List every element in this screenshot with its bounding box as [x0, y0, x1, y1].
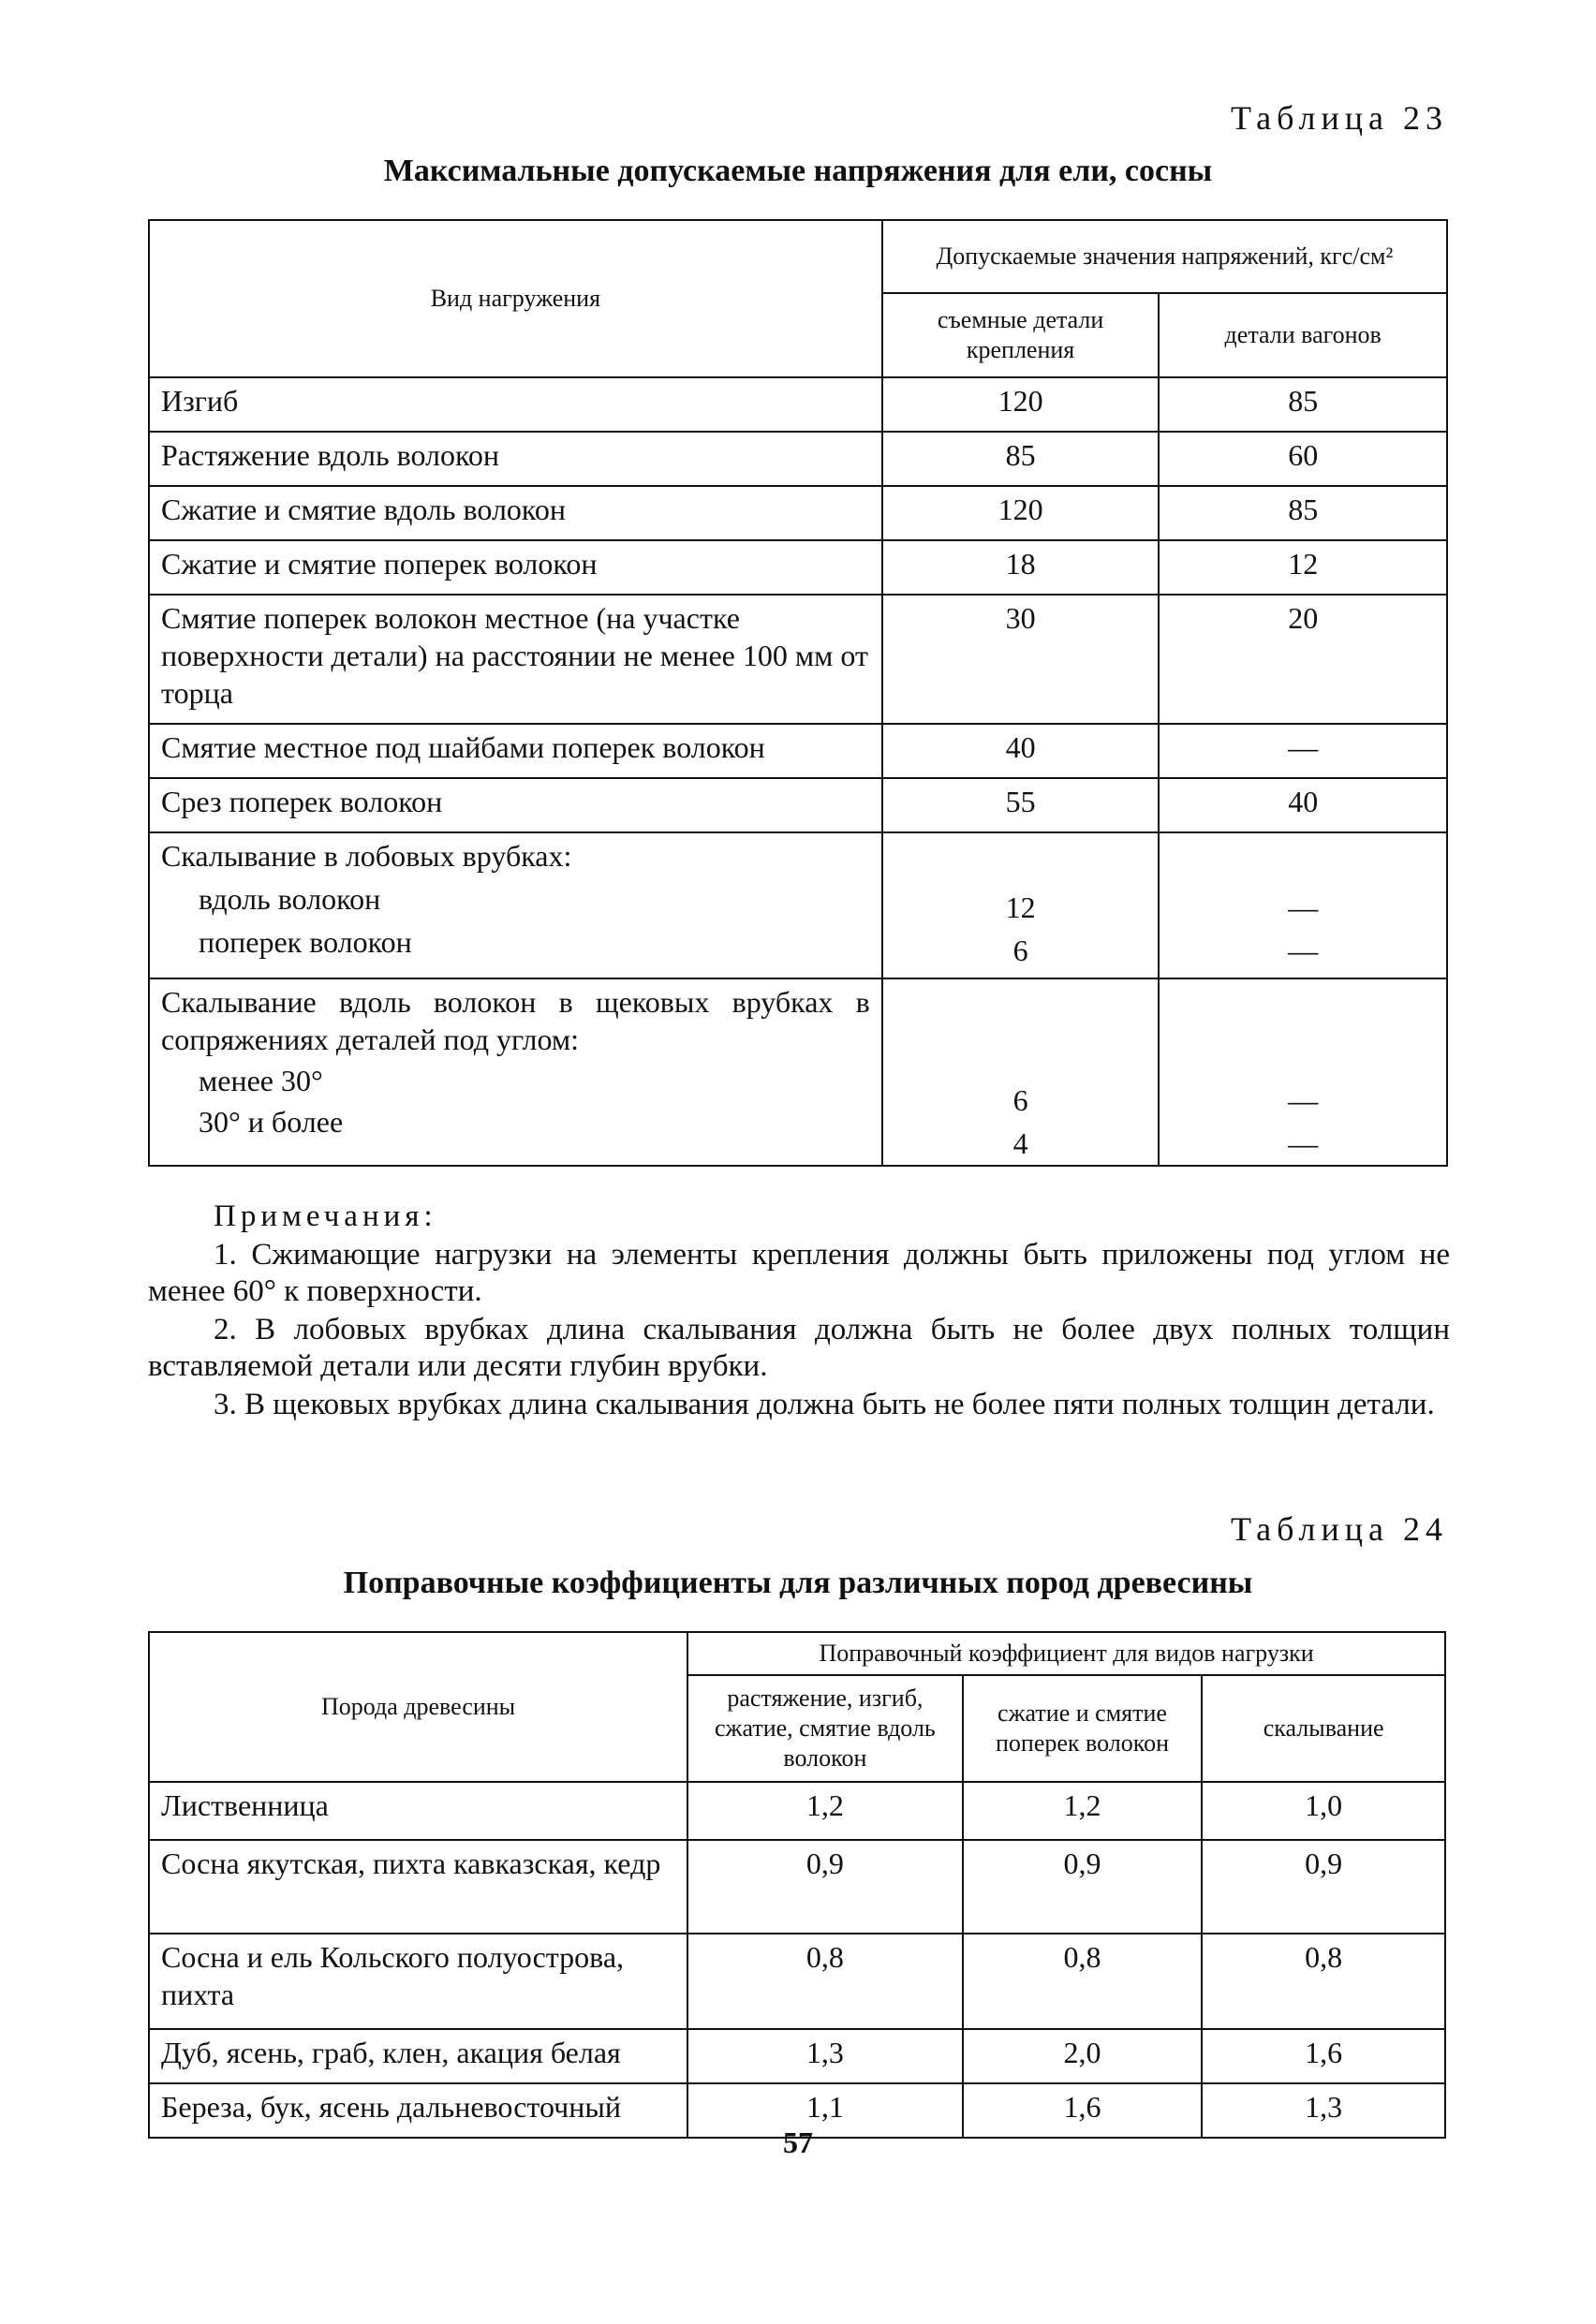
table-row: Лиственница 1,2 1,2 1,0	[149, 1782, 1445, 1840]
header-removable-parts: съемные детали крепления	[882, 293, 1160, 377]
notes	[148, 1199, 1450, 1425]
table-23-title: Максимальные допускаемые напряжения для ели, сосны	[383, 154, 1213, 188]
table-24-label: Таблица 24	[1231, 1510, 1448, 1548]
table-row: Смятие поперек волокон местное (на участке поверхности детали) на расстоянии не менее 100 мм от торца 30 20	[149, 595, 1447, 724]
sub-item: 30° и более	[199, 1105, 344, 1139]
header-shearing: скалывание	[1202, 1675, 1445, 1782]
header-correction-coefficient: Поправочный коэффициент для видов нагрузки	[687, 1632, 1445, 1675]
note-item: 1. Сжимающие нагрузки на элементы крепления должны быть приложены под углом не менее 60° к поверхности.	[148, 1238, 1450, 1308]
table-23	[148, 219, 1448, 1167]
page-number: 57	[783, 2125, 813, 2159]
table-24-title: Поправочные коэффициенты для различных пород древесины	[343, 1566, 1253, 1600]
table-row: Береза, бук, ясень дальневосточный 1,1 1,6 1,3	[149, 2083, 1445, 2138]
header-allowed-stress: Допускаемые значения напряжений, кгс/см²	[882, 220, 1447, 293]
table-row: Сосна и ель Кольского полуострова, пихта 0,8 0,8 0,8	[149, 1934, 1445, 2029]
group-title: Скалывание в лобовых врубках:	[161, 839, 572, 873]
table-row: Растяжение вдоль волокон 85 60	[149, 432, 1447, 486]
table-row-group: Скалывание в лобовых врубках: вдоль волокон поперек волокон 12 6 — —	[149, 832, 1447, 978]
header-load-type: Вид нагружения	[149, 220, 882, 377]
table-row: Сосна якутская, пихта кавказская, кедр 0,9 0,9 0,9	[149, 1840, 1445, 1934]
table-24	[148, 1631, 1446, 2139]
table-row-group: Скалывание вдоль волокон в щековых врубках в сопряжениях деталей под углом: менее 30° 30° и более 6 4 — —	[149, 978, 1447, 1166]
note-item: 2. В лобовых врубках длина скалывания должна быть не более двух полных толщин вставляемой детали или десяти глубин врубки.	[148, 1313, 1450, 1383]
notes-heading: Примечания:	[214, 1199, 437, 1233]
header-tension-bending: растяжение, изгиб, сжатие, смятие вдоль волокон	[687, 1675, 963, 1782]
sub-item: вдоль волокон	[199, 882, 381, 916]
table-row: Дуб, ясень, граб, клен, акация белая 1,3 2,0 1,6	[149, 2029, 1445, 2083]
sub-item: поперек волокон	[199, 925, 412, 959]
header-compression-across: сжатие и смятие поперек волокон	[963, 1675, 1203, 1782]
header-wagon-parts: детали вагонов	[1159, 293, 1447, 377]
group-title: Скалывание вдоль волокон в щековых врубках в сопряжениях деталей под углом:	[161, 985, 870, 1056]
sub-item: менее 30°	[199, 1064, 323, 1097]
table-row: Смятие местное под шайбами поперек волокон 40 —	[149, 724, 1447, 778]
table-row: Сжатие и смятие поперек волокон 18 12	[149, 540, 1447, 595]
table-23-label: Таблица 23	[1231, 99, 1448, 137]
table-row: Сжатие и смятие вдоль волокон 120 85	[149, 486, 1447, 540]
table-row: Изгиб 120 85	[149, 377, 1447, 432]
table-row: Срез поперек волокон 55 40	[149, 778, 1447, 832]
note-item: 3. В щековых врубках длина скалывания должна быть не более пяти полных толщин детали.	[214, 1388, 1435, 1421]
header-wood-species: Порода древесины	[149, 1632, 687, 1782]
